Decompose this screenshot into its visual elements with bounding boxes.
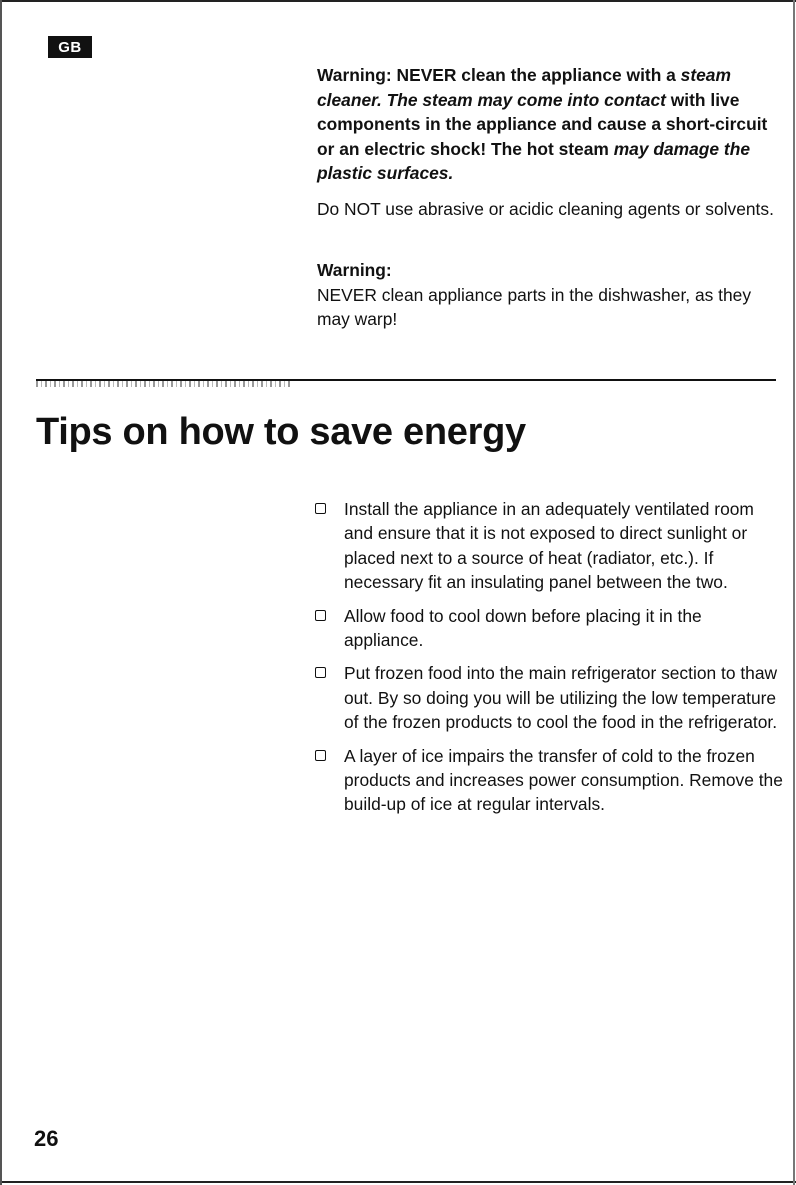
checkbox-bullet-icon <box>315 750 326 761</box>
language-badge: GB <box>48 36 92 58</box>
tip-text: A layer of ice impairs the transfer of cold to the frozen products and increases power consumption. Remove the build-up of ice at regular intervals. <box>344 745 783 815</box>
checkbox-bullet-icon <box>315 667 326 678</box>
section-title: Tips on how to save energy <box>36 411 526 453</box>
list-item <box>314 661 784 734</box>
steam-warning-italic: steam cleaner. The steam may come into contact <box>317 65 731 110</box>
dishwasher-warning <box>317 258 775 332</box>
tip-text: Allow food to cool down before placing it in the appliance. <box>344 605 702 651</box>
tip-text: Install the appliance in an adequately ventilated room and ensure that it is not exposed to direct sunlight or placed next to a source of heat (radiator, etc.). If necessary fit an insulating panel between the two. <box>344 499 754 593</box>
energy-tips-list <box>314 497 784 826</box>
dishwasher-warning-text: NEVER clean appliance parts in the dishwasher, as they may warp! <box>317 284 752 329</box>
abrasive-notice: Do NOT use abrasive or acidic cleaning agents or solvents. <box>317 199 774 219</box>
steam-warning-line-1: Warning: NEVER clean the appliance with a <box>317 65 676 85</box>
list-item <box>314 497 784 595</box>
checkbox-bullet-icon <box>315 503 326 514</box>
steam-warning-italic-2: may damage the plastic surfaces. <box>317 138 750 183</box>
list-item <box>314 604 784 653</box>
tip-text: Put frozen food into the main refrigerator section to thaw out. By so doing you will be utilizing the low temperature of the frozen products to cool the food in the refrigerator. <box>344 663 778 733</box>
dishwasher-warning-label: Warning: <box>317 260 392 280</box>
top-border <box>0 0 796 2</box>
right-border <box>793 0 795 1185</box>
steam-warning-line-2: with live components in the appliance and cause a short-circuit or an electric shock! The hot steam <box>317 89 768 159</box>
list-item <box>314 744 784 817</box>
steam-cleaner-warning <box>317 63 775 186</box>
left-border <box>0 0 2 1185</box>
divider-texture <box>36 381 291 387</box>
page-number: 26 <box>34 1126 59 1151</box>
checkbox-bullet-icon <box>315 610 326 621</box>
bottom-border <box>0 1181 796 1183</box>
